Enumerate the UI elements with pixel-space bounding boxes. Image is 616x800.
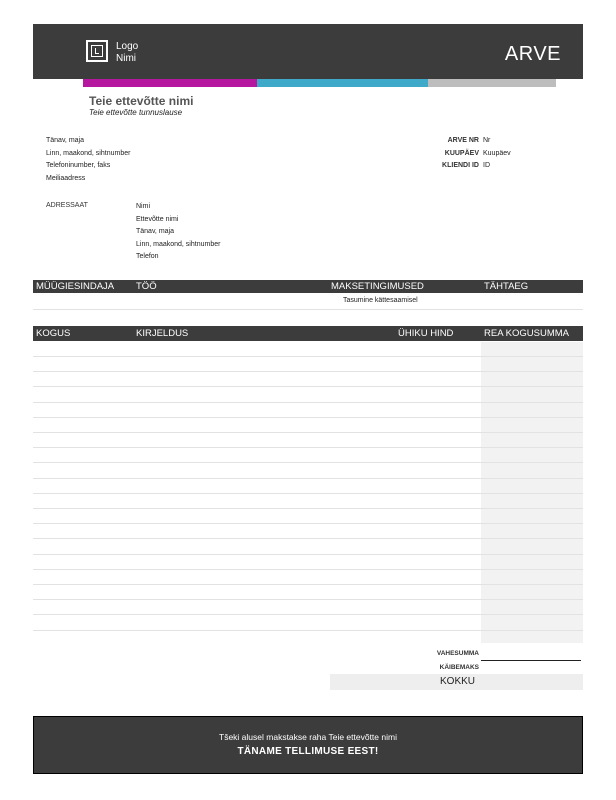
accent-stripe-gray [428,79,556,87]
invoice-meta-labels [419,135,479,173]
sender-street: Tänav, maja [46,137,84,144]
logo-line2: Nimi [116,53,136,64]
recipient-name: Nimi [136,203,150,210]
table-row [33,447,583,448]
table-row [33,523,583,524]
header-unit-price: ÜHIKU HIND [398,328,454,339]
header-quantity: KOGUS [36,328,71,339]
logo-icon [86,40,108,62]
table-row [33,614,583,615]
header-description: KIRJELDUS [136,328,189,339]
header-job: TÖÖ [136,281,157,292]
table-row [33,630,583,631]
header-payment-terms: MAKSETINGIMUSED [331,281,424,292]
recipient-company: Ettevõtte nimi [136,215,179,223]
table-row [33,432,583,433]
table-row [33,554,583,555]
recipient-street: Tänav, maja [136,228,174,235]
table-row [33,599,583,600]
thanks-text: TÄNAME TELLIMUSE EEST! [237,746,379,757]
table-row [33,402,583,403]
table-row [33,508,583,509]
table-row [33,417,583,418]
invoice-date-label: KUUPÄEV [444,149,479,157]
table-row [33,478,583,479]
total-row [330,674,583,690]
recipient-address [136,201,220,264]
recipient-phone: Telefon [136,253,159,260]
header-due-date: TÄHTAEG [484,281,529,292]
header-salesperson: MÜÜGIESINDAJA [36,281,115,292]
invoice-meta-values [483,135,511,173]
table-row [33,569,583,570]
sender-email: Meiliaadress [46,174,86,182]
sender-phone: Telefoninumber, faks [46,162,111,169]
subtotal-underline [481,660,581,661]
client-id-label: KLIENDI ID [442,162,479,169]
info-table-rowline [33,309,583,310]
header-line-total: REA KOGUSUMMA [484,328,569,339]
invoice-number-value: Nr [483,137,491,144]
accent-stripe-magenta [83,79,257,87]
logo-text [116,41,138,65]
document-title: ARVE [504,43,561,65]
info-table-header [33,280,583,293]
subtotal-label: VAHESUMMA [436,650,479,657]
table-row [33,538,583,539]
payable-text: Tšeki alusel makstakse raha Teie ettevõtte nimi [219,732,397,742]
sender-address [46,135,130,185]
company-name: Teie ettevõtte nimi [89,94,194,108]
sender-city: Linn, maakond, sihtnumber [46,149,131,157]
footer-banner [33,716,583,774]
company-slogan: Teie ettevõtte tunnuslause [89,108,183,117]
invoice-number-label: ARVE NR [447,137,479,144]
accent-stripe-blue [257,79,428,87]
client-id-value: ID [483,162,490,169]
table-row [33,371,583,372]
tax-label: KÄIBEMAKS [439,664,479,671]
recipient-label: ADRESSAAT [46,202,88,209]
items-table-header [33,326,583,341]
recipient-city: Linn, maakond, sihtnumber [136,240,221,248]
payment-terms-value: Tasumine kättesaamisel [343,297,418,304]
total-label: KOKKU [440,676,476,687]
table-row [33,462,583,463]
table-row [33,493,583,494]
invoice-date-value: Kuupäev [483,149,511,157]
logo-line1: Logo [116,41,139,52]
header-banner [33,24,583,79]
table-row [33,356,583,357]
table-row [33,386,583,387]
table-row [33,584,583,585]
